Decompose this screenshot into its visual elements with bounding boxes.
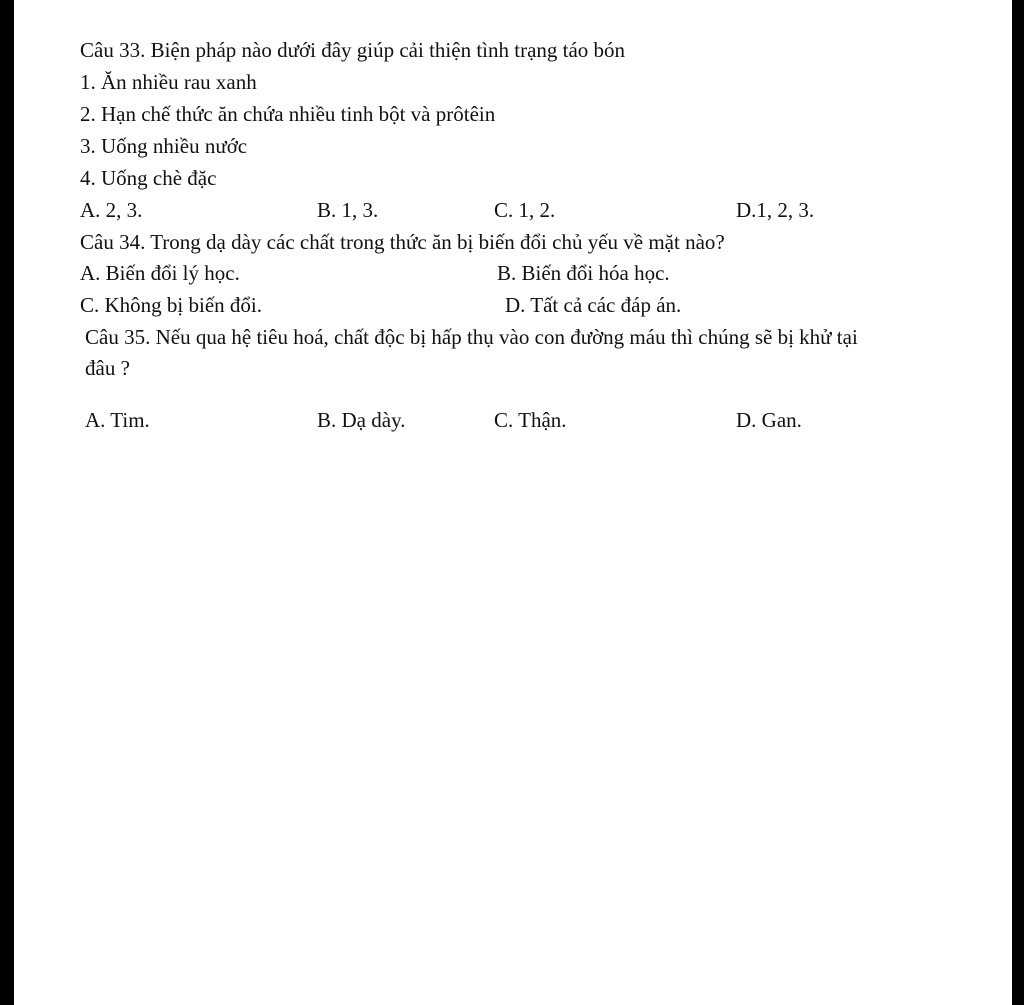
question-35-option-c: C. Thận.: [494, 408, 567, 432]
question-35-option-b: B. Dạ dày.: [317, 408, 406, 432]
question-33-option-a: A. 2, 3.: [80, 198, 143, 222]
question-34-title: Câu 34. Trong dạ dày các chất trong thức ăn bị biến đổi chủ yếu về mặt nào?: [80, 230, 725, 254]
question-33-option-b: B. 1, 3.: [317, 198, 379, 222]
question-35-title-line-1: Câu 35. Nếu qua hệ tiêu hoá, chất độc bị hấp thụ vào con đường máu thì chúng sẽ bị khử tại: [85, 325, 858, 349]
question-34-option-d: D. Tất cả các đáp án.: [505, 293, 682, 317]
question-33-title: Câu 33. Biện pháp nào dưới đây giúp cải thiện tình trạng táo bón: [80, 38, 626, 62]
question-33-item-1: 1. Ăn nhiều rau xanh: [80, 70, 257, 94]
question-35-title-line-2: đâu ?: [85, 356, 130, 380]
question-35-option-a: A. Tim.: [85, 408, 150, 432]
question-34-option-a: A. Biến đổi lý học.: [80, 261, 240, 285]
question-35-option-d: D. Gan.: [736, 408, 802, 432]
question-33-item-4: 4. Uống chè đặc: [80, 166, 217, 190]
question-33-option-c: C. 1, 2.: [494, 198, 556, 222]
question-34-option-c: C. Không bị biến đổi.: [80, 293, 262, 317]
question-33-option-d: D.1, 2, 3.: [736, 198, 815, 222]
question-34-option-b: B. Biến đổi hóa học.: [497, 261, 670, 285]
question-33-item-2: 2. Hạn chế thức ăn chứa nhiều tinh bột và prôtêin: [80, 102, 496, 126]
question-33-item-3: 3. Uống nhiều nước: [80, 134, 248, 158]
document-page: [14, 0, 1012, 1005]
